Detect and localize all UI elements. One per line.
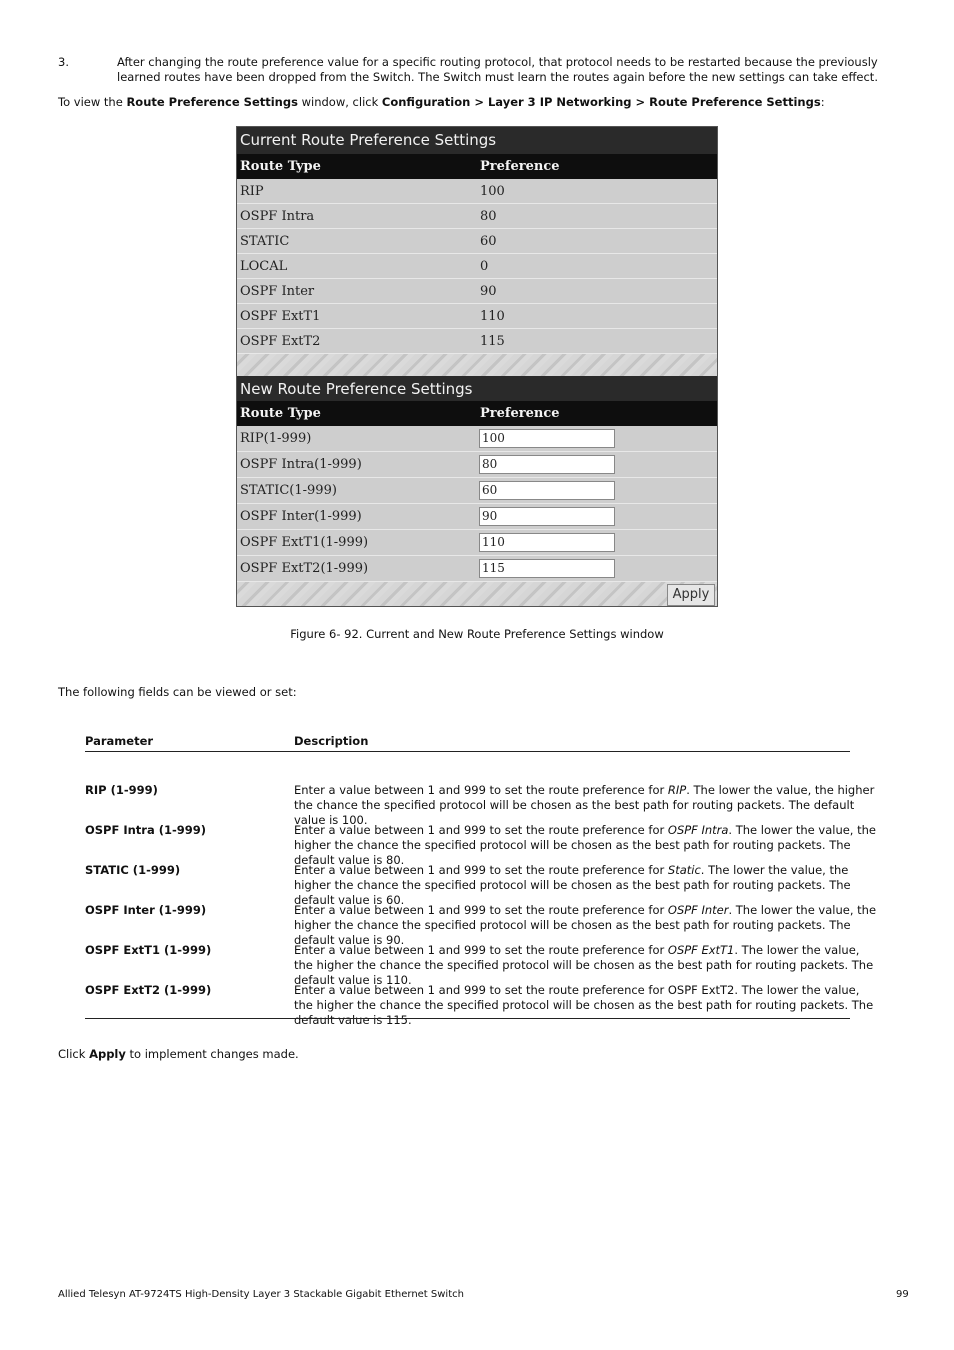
intro-prefix: To view the xyxy=(58,95,127,109)
parameter-description xyxy=(294,823,879,868)
preference-input[interactable]: 80 xyxy=(479,455,615,474)
description-emphasis: Static xyxy=(667,863,701,877)
route-type-label: RIP(1-999) xyxy=(240,431,312,446)
parameter-name: OSPF ExtT1 (1-999) xyxy=(85,943,212,957)
route-type: LOCAL xyxy=(240,259,288,274)
description-text: . The lower the value, the higher the chance the specified protocol will be chosen as the best path for routing packets. The default value is 60. xyxy=(294,863,851,907)
apply-reference: Apply xyxy=(89,1047,126,1061)
route-type: RIP xyxy=(240,184,264,199)
intro-paragraph xyxy=(58,95,898,110)
description-text: . The lower the value, the higher the chance the specified protocol will be chosen as the best path for routing packets. The default value is 90. xyxy=(294,903,877,947)
description-text: . The lower the value, the higher the chance the specified protocol will be chosen as the best path for routing packets. The default value is 80. xyxy=(294,823,876,867)
current-route-row xyxy=(237,254,717,279)
description-emphasis: OSPF Intra xyxy=(667,823,729,837)
route-type: STATIC xyxy=(240,234,290,249)
parameter-name: OSPF Inter (1-999) xyxy=(85,903,207,917)
current-route-row xyxy=(237,329,717,354)
description-text: Enter a value between 1 and 999 to set the route preference for xyxy=(294,943,668,957)
current-route-row xyxy=(237,279,717,304)
parameter-description xyxy=(294,863,879,908)
route-type-label: STATIC(1-999) xyxy=(240,483,337,498)
route-type-label: OSPF Intra(1-999) xyxy=(240,457,362,472)
preference-value: 0 xyxy=(480,259,489,274)
intro-middle: window, click xyxy=(297,95,382,109)
description-emphasis: OSPF ExtT1 xyxy=(667,943,735,957)
footer-product: Allied Telesyn AT-9724TS High-Density Layer 3 Stackable Gigabit Ethernet Switch xyxy=(58,1289,464,1300)
preference-value: 90 xyxy=(480,284,497,299)
new-route-row xyxy=(237,556,717,582)
column-route-type: Route Type xyxy=(240,406,321,421)
preference-value: 80 xyxy=(480,209,497,224)
table-rule-top xyxy=(85,751,850,752)
route-type: OSPF Intra xyxy=(240,209,315,224)
menu-path: Configuration > Layer 3 IP Networking > Route Preference Settings xyxy=(381,95,821,109)
step-number: 3. xyxy=(58,55,69,69)
click-prefix: Click xyxy=(58,1047,90,1061)
preference-value: 110 xyxy=(480,309,505,324)
parameter-name: STATIC (1-999) xyxy=(85,863,181,877)
table-rule-bottom xyxy=(85,1018,850,1019)
parameter-description xyxy=(294,903,879,948)
new-route-row xyxy=(237,530,717,556)
current-route-row xyxy=(237,204,717,229)
preference-input[interactable]: 110 xyxy=(479,533,615,552)
new-settings-title: New Route Preference Settings xyxy=(237,376,717,403)
description-emphasis: OSPF Inter xyxy=(667,903,729,917)
window-name: Route Preference Settings xyxy=(126,95,298,109)
parameter-description xyxy=(294,943,879,988)
column-route-type: Route Type xyxy=(240,159,321,174)
route-type: OSPF ExtT2 xyxy=(240,334,321,349)
fields-intro: The following fields can be viewed or set: xyxy=(58,685,297,699)
parameter-description xyxy=(294,983,879,1028)
preference-input[interactable]: 60 xyxy=(479,481,615,500)
apply-button[interactable]: Apply xyxy=(667,584,715,606)
preference-value: 115 xyxy=(480,334,505,349)
current-route-row xyxy=(237,179,717,204)
separator-band xyxy=(237,354,717,376)
route-type-label: OSPF ExtT2(1-999) xyxy=(240,561,369,576)
intro-suffix: : xyxy=(820,95,825,109)
route-preference-window xyxy=(236,126,718,607)
route-type: OSPF ExtT1 xyxy=(240,309,321,324)
preference-value: 100 xyxy=(480,184,505,199)
description-emphasis: RIP xyxy=(667,783,687,797)
route-type: OSPF Inter xyxy=(240,284,315,299)
current-settings-title: Current Route Preference Settings xyxy=(237,127,717,154)
route-type-label: OSPF ExtT1(1-999) xyxy=(240,535,369,550)
new-route-row xyxy=(237,504,717,530)
click-apply-instruction xyxy=(58,1047,299,1061)
parameter-name: RIP (1-999) xyxy=(85,783,158,797)
preference-value: 60 xyxy=(480,234,497,249)
description-text: Enter a value between 1 and 999 to set the route preference for xyxy=(294,863,668,877)
description-text: Enter a value between 1 and 999 to set the route preference for OSPF ExtT2. The lower the value, the higher the chance the specified protocol will be chosen as the best path for routing packets. The default value is 115. xyxy=(294,983,874,1027)
footer-band xyxy=(237,582,717,606)
click-suffix: to implement changes made. xyxy=(125,1047,299,1061)
new-route-row xyxy=(237,452,717,478)
description-header: Description xyxy=(294,734,369,748)
description-text: Enter a value between 1 and 999 to set the route preference for xyxy=(294,903,668,917)
parameter-description xyxy=(294,783,879,828)
new-route-row xyxy=(237,426,717,452)
column-preference: Preference xyxy=(480,159,560,174)
current-route-row xyxy=(237,229,717,254)
preference-input[interactable]: 100 xyxy=(479,429,615,448)
description-text: Enter a value between 1 and 999 to set the route preference for xyxy=(294,823,668,837)
current-route-row xyxy=(237,304,717,329)
column-preference: Preference xyxy=(480,406,560,421)
step-text: After changing the route preference value for a specific routing protocol, that protocol needs to be restarted because the previously learned routes have been dropped from the Switch. The Switch must learn the routes again before the new settings can take effect. xyxy=(117,55,878,84)
parameter-header: Parameter xyxy=(85,734,154,748)
route-type-label: OSPF Inter(1-999) xyxy=(240,509,362,524)
page-number: 99 xyxy=(896,1289,909,1300)
description-text: Enter a value between 1 and 999 to set the route preference for xyxy=(294,783,668,797)
preference-input[interactable]: 115 xyxy=(479,559,615,578)
description-text: . The lower the value, the higher the chance the specified protocol will be chosen as the best path for routing packets. The default value is 110. xyxy=(294,943,874,987)
new-column-header xyxy=(237,401,717,426)
figure-caption: Figure 6- 92. Current and New Route Preference Settings window xyxy=(290,627,664,641)
parameter-name: OSPF Intra (1-999) xyxy=(85,823,207,837)
parameter-name: OSPF ExtT2 (1-999) xyxy=(85,983,212,997)
preference-input[interactable]: 90 xyxy=(479,507,615,526)
description-text: . The lower the value, the higher the chance the specified protocol will be chosen as the best path for routing packets. The default value is 100. xyxy=(294,783,875,827)
new-route-row xyxy=(237,478,717,504)
current-column-header xyxy=(237,154,717,179)
